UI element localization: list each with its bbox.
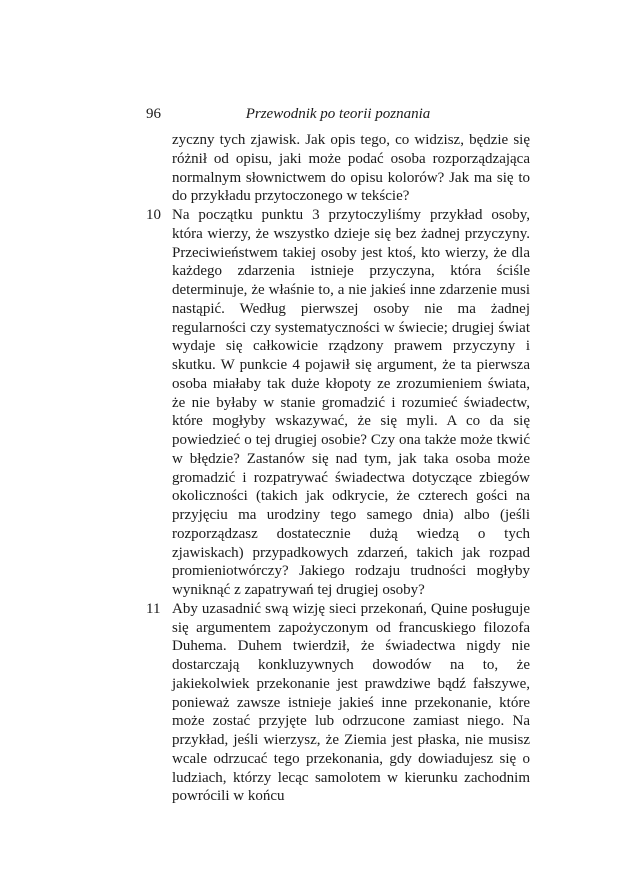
- question-10: [146, 206, 530, 600]
- paragraph-number: 10: [146, 207, 161, 223]
- paragraph-text: zyczny tych zjawisk. Jak opis tego, co widzisz, będzie się różnił od opisu, jaki może podać osoba rozporządzająca normalnym słownictwem do opisu kolorów? Jak ma się to do przykładu przytoczonego w tekście?: [172, 132, 530, 205]
- page-body: [146, 131, 530, 806]
- paragraph-number: 11: [146, 600, 161, 617]
- running-header: [146, 106, 530, 126]
- paragraph-text: Na początku punktu 3 przytoczyliśmy przykład osoby, która wierzy, że wszystko dzieje się bez żadnej przyczyny. Przeciwieństwem takiej osoby jest ktoś, kto wierzy, że dla każdego zdarzenia istnieje przyczyna, która ściśle determinuje, że właśnie to, a nie jakieś inne zdarzenie musi nastąpić. Według pierwszej osoby nie ma żadnej regularności czy systematyczności w świecie; drugiej świat wydaje się całkowicie rządzony prawem przyczyny i skutku. W punkcie 4 pojawił się argument, że ta pierwsza osoba miałaby tak duże kłopoty ze zrozumieniem świata, że nie byłaby w stanie gromadzić i rozumieć świadectw, które mogłyby wskazywać, że się myli. A co da się powiedzieć o tej drugiej osobie? Czy ona także może tkwić w błędzie? Zastanów się nad tym, jak taka osoba może gromadzić i rozpatrywać świadectwa dotyczące zbiegów okoliczności (takich jak odkrycie, że czterech gości na przyjęciu ma urodziny tego samego dnia) albo (jeśli rozporządzasz dostatecznie dużą wiedzą o tych zjawiskach) przypadkowych zdarzeń, takich jak rozpad promieniotwórczy? Jakiego rodzaju trudności mogłyby wyniknąć z zapatrywań tej drugiej osoby?: [172, 207, 530, 598]
- continued-paragraph: [146, 131, 530, 206]
- page-number: 96: [146, 106, 161, 122]
- running-title: Przewodnik po teorii poznania: [245, 106, 431, 122]
- paragraph-text: Aby uzasadnić swą wizję sieci przekonań, Quine posługuje się argumentem zapożyczonym od francuskiego filozofa Duhema. Duhem twierdził, że świadectwa nigdy nie dostarczają konkluzywnych dowodów na to, że jakiekolwiek przekonanie jest prawdziwe bądź fałszywe, ponieważ zawsze istnieje jakieś inne przekonanie, które może zostać przyjęte lub odrzucone zamiast niego. Na przykład, jeśli wierzysz, że Ziemia jest płaska, nie musisz wcale odrzucać tego przekonania, gdy dowiadujesz się o ludziach, którzy lecąc samolotem w kierunku zachodnim powrócili w końcu: [172, 600, 530, 805]
- question-11: [146, 600, 530, 806]
